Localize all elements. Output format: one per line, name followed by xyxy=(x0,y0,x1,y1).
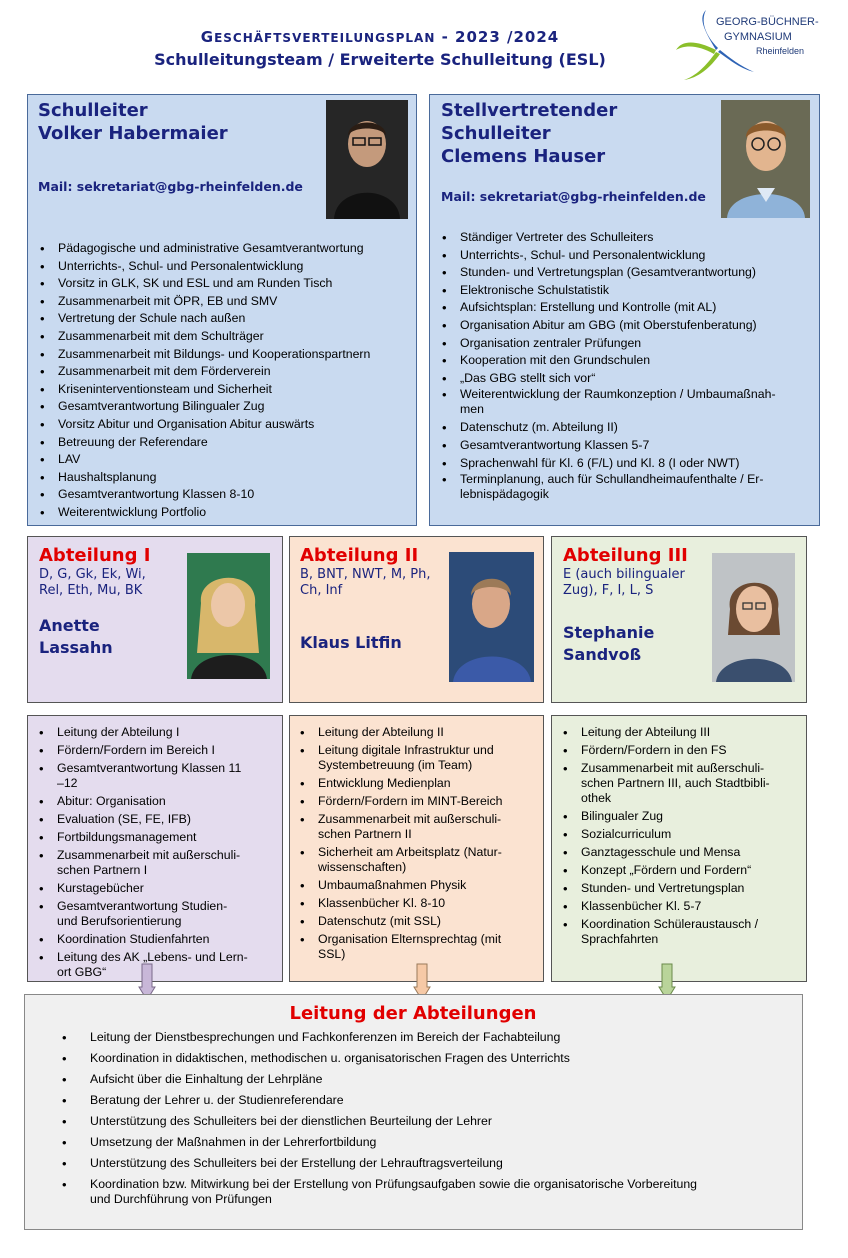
abteilung3-photo xyxy=(712,553,795,682)
list-item: • Koordination in didaktischen, methodischen u. organisatorischen Fragen des Unterrichts xyxy=(52,1051,792,1066)
list-item: • Zusammenarbeit mit außerschuli- schen Partnern II xyxy=(290,812,542,842)
list-item: • Umsetzung der Maßnahmen in der Lehrerfortbildung xyxy=(52,1135,792,1150)
title-initial: G xyxy=(200,28,215,46)
abteilung3-title: Abteilung III xyxy=(563,545,688,566)
list-item: • Leitung der Abteilung I xyxy=(29,725,281,740)
list-item: • Organisation zentraler Prüfungen xyxy=(432,335,816,353)
abteilung2-head: Klaus Litfin xyxy=(300,633,402,652)
schulleiter-photo xyxy=(326,100,408,219)
list-item: • Kriseninterventionsteam und Sicherheit xyxy=(30,381,414,399)
list-item: • Unterrichts-, Schul- und Personalentwicklung xyxy=(30,258,414,276)
list-item: • Sicherheit am Arbeitsplatz (Natur- wissenschaften) xyxy=(290,845,542,875)
schulleiter-role: Schulleiter xyxy=(38,100,148,121)
list-item: • Kooperation mit den Grundschulen xyxy=(432,352,816,370)
list-item: • Aufsichtsplan: Erstellung und Kontrolle (mit AL) xyxy=(432,299,816,317)
list-item: • Pädagogische und administrative Gesamtverantwortung xyxy=(30,240,414,258)
abteilung2-subjects-line2: Ch, Inf xyxy=(300,583,343,598)
list-item: • Unterstützung des Schulleiters bei der Erstellung der Lehrauftragsverteilung xyxy=(52,1156,792,1171)
list-item: • Koordination bzw. Mitwirkung bei der Erstellung von Prüfungsaufgaben sowie die organisatorische Vorbereitung und Durchführung von Prüfungen xyxy=(52,1177,792,1207)
abteilung1-task-list xyxy=(29,725,281,980)
abteilung1-head-line1: Anette xyxy=(39,616,100,635)
page-subtitle: Schulleitungsteam / Erweiterte Schulleitung (ESL) xyxy=(154,50,606,69)
list-item: • Koordination Schüleraustausch / Sprachfahrten xyxy=(553,917,805,947)
list-item: • Ständiger Vertreter des Schulleiters xyxy=(432,229,816,247)
list-item: • Gesamtverantwortung Klassen 5-7 xyxy=(432,437,816,455)
list-item: • Betreuung der Referendare xyxy=(30,434,414,452)
abteilung2-title: Abteilung II xyxy=(300,545,419,566)
list-item: • Aufsicht über die Einhaltung der Lehrpläne xyxy=(52,1072,792,1087)
abteilung3-subjects-line2: Zug), F, I, L, S xyxy=(563,583,654,598)
list-item: • Gesamtverantwortung Klassen 8-10 xyxy=(30,486,414,504)
list-item: • Sozialcurriculum xyxy=(553,827,805,842)
list-item: • Konzept „Fördern und Fordern“ xyxy=(553,863,805,878)
list-item: • Beratung der Lehrer u. der Studienreferendare xyxy=(52,1093,792,1108)
abteilung3-head-line2: Sandvoß xyxy=(563,645,642,664)
list-item: • Leitung der Abteilung II xyxy=(290,725,542,740)
stellvertreter-role-line1: Stellvertretender xyxy=(441,100,618,121)
list-item: • Weiterentwicklung Portfolio xyxy=(30,504,414,522)
list-item: • „Das GBG stellt sich vor“ xyxy=(432,370,816,388)
abteilung1-subjects-line1: D, G, Gk, Ek, Wi, xyxy=(39,567,146,582)
school-logo xyxy=(676,10,826,86)
list-item: • Kurstagebücher xyxy=(29,881,281,896)
abteilung3-task-list xyxy=(553,725,805,947)
list-item: • Unterstützung des Schulleiters bei der dienstlichen Beurteilung der Lehrer xyxy=(52,1114,792,1129)
list-item: • Leitung der Dienstbesprechungen und Fachkonferenzen im Bereich der Fachabteilung xyxy=(52,1030,792,1045)
list-item: • Datenschutz (mit SSL) xyxy=(290,914,542,929)
list-item: • LAV xyxy=(30,451,414,469)
list-item: • Unterrichts-, Schul- und Personalentwicklung xyxy=(432,247,816,265)
abteilung3-head-line1: Stephanie xyxy=(563,623,655,642)
leitung-title: Leitung der Abteilungen xyxy=(289,1003,537,1024)
logo-line3: Rheinfelden xyxy=(756,46,805,56)
list-item: • Stunden- und Vertretungsplan xyxy=(553,881,805,896)
schulleiter-name: Volker Habermaier xyxy=(38,123,228,144)
list-item: • Bilingualer Zug xyxy=(553,809,805,824)
logo-line2: GYMNASIUM xyxy=(724,31,792,43)
title-year: - 2023 /2024 xyxy=(435,28,560,46)
logo-line1: GEORG-BÜCHNER- xyxy=(716,16,819,28)
abteilung1-subjects-line2: Rel, Eth, Mu, BK xyxy=(39,583,143,598)
list-item: • Weiterentwicklung der Raumkonzeption / Umbaumaßnah- men xyxy=(432,387,816,417)
list-item: • Klassenbücher Kl. 5-7 xyxy=(553,899,805,914)
stellvertreter-role-line2: Schulleiter xyxy=(441,123,551,144)
list-item: • Gesamtverantwortung Studien- und Berufsorientierung xyxy=(29,899,281,929)
list-item: • Stunden- und Vertretungsplan (Gesamtverantwortung) xyxy=(432,264,816,282)
stellvertreter-mail: Mail: sekretariat@gbg-rheinfelden.de xyxy=(441,189,706,204)
list-item: • Vorsitz Abitur und Organisation Abitur auswärts xyxy=(30,416,414,434)
list-item: • Organisation Abitur am GBG (mit Oberstufenberatung) xyxy=(432,317,816,335)
abteilung2-subjects-line1: B, BNT, NWT, M, Ph, xyxy=(300,567,431,582)
list-item: • Sprachenwahl für Kl. 6 (F/L) und Kl. 8 (I oder NWT) xyxy=(432,455,816,473)
list-item: • Gesamtverantwortung Klassen 11 –12 xyxy=(29,761,281,791)
title-caps: ESCHÄFTSVERTEILUNGSPLAN xyxy=(214,31,436,45)
list-item: • Elektronische Schulstatistik xyxy=(432,282,816,300)
list-item: • Zusammenarbeit mit Bildungs- und Kooperationspartnern xyxy=(30,346,414,364)
list-item: • Fördern/Fordern im MINT-Bereich xyxy=(290,794,542,809)
list-item: • Leitung digitale Infrastruktur und Systembetreuung (im Team) xyxy=(290,743,542,773)
abteilung3-subjects-line1: E (auch bilingualer xyxy=(563,567,685,582)
list-item: • Zusammenarbeit mit außerschuli- schen Partnern III, auch Stadtbibli- othek xyxy=(553,761,805,806)
list-item: • Ganztagesschule und Mensa xyxy=(553,845,805,860)
list-item: • Evaluation (SE, FE, IFB) xyxy=(29,812,281,827)
list-item: • Klassenbücher Kl. 8-10 xyxy=(290,896,542,911)
list-item: • Zusammenarbeit mit ÖPR, EB und SMV xyxy=(30,293,414,311)
stellvertreter-name: Clemens Hauser xyxy=(441,146,606,167)
list-item: • Vorsitz in GLK, SK und ESL und am Runden Tisch xyxy=(30,275,414,293)
list-item: • Zusammenarbeit mit dem Förderverein xyxy=(30,363,414,381)
list-item: • Fördern/Fordern im Bereich I xyxy=(29,743,281,758)
list-item: • Fördern/Fordern in den FS xyxy=(553,743,805,758)
list-item: • Zusammenarbeit mit außerschuli- schen Partnern I xyxy=(29,848,281,878)
abteilung2-photo xyxy=(449,552,534,682)
list-item: • Haushaltsplanung xyxy=(30,469,414,487)
schulleiter-mail: Mail: sekretariat@gbg-rheinfelden.de xyxy=(38,179,303,194)
list-item: • Umbaumaßnahmen Physik xyxy=(290,878,542,893)
abteilung1-head-line2: Lassahn xyxy=(39,638,113,657)
page-title xyxy=(80,28,680,46)
list-item: • Organisation Elternsprechtag (mit SSL) xyxy=(290,932,542,962)
abteilung2-task-list xyxy=(290,725,542,962)
list-item: • Vertretung der Schule nach außen xyxy=(30,310,414,328)
list-item: • Gesamtverantwortung Bilingualer Zug xyxy=(30,398,414,416)
list-item: • Entwicklung Medienplan xyxy=(290,776,542,791)
stellvertreter-photo xyxy=(721,100,810,218)
stellvertreter-task-list xyxy=(432,229,816,502)
leitung-task-list xyxy=(52,1030,792,1207)
abteilung1-photo xyxy=(187,553,270,679)
list-item: • Datenschutz (m. Abteilung II) xyxy=(432,419,816,437)
list-item: • Fortbildungsmanagement xyxy=(29,830,281,845)
schulleiter-task-list xyxy=(30,240,414,522)
list-item: • Terminplanung, auch für Schullandheimaufenthalte / Er- lebnispädagogik xyxy=(432,472,816,502)
list-item: • Abitur: Organisation xyxy=(29,794,281,809)
list-item: • Leitung der Abteilung III xyxy=(553,725,805,740)
list-item: • Leitung des AK „Lebens- und Lern- ort GBG“ xyxy=(29,950,281,980)
list-item: • Koordination Studienfahrten xyxy=(29,932,281,947)
abteilung1-title: Abteilung I xyxy=(39,545,151,566)
list-item: • Zusammenarbeit mit dem Schulträger xyxy=(30,328,414,346)
